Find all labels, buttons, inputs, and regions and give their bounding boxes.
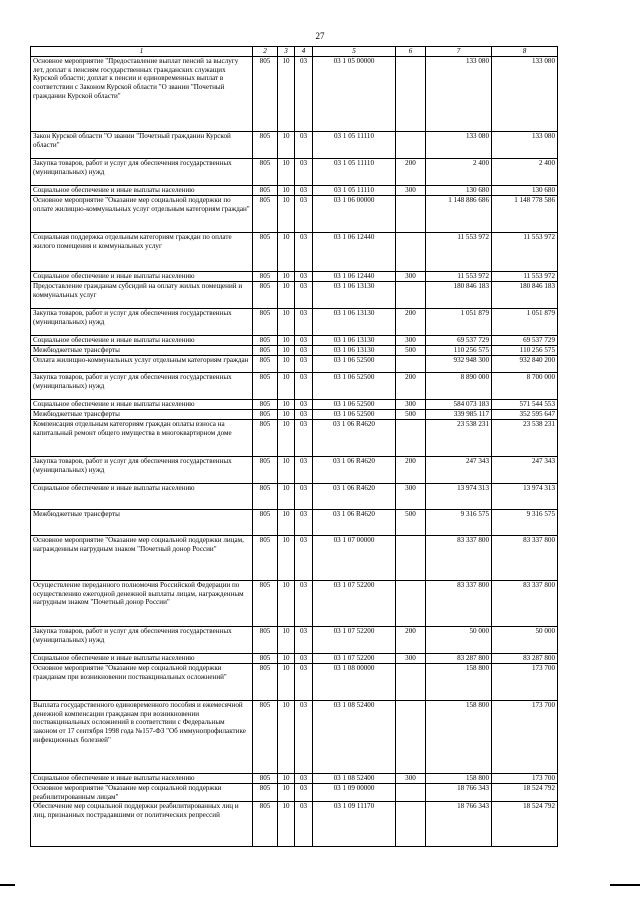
subsection-code-cell: 03: [295, 336, 313, 346]
expense-type-code-cell: [396, 784, 426, 802]
amount-year-1-cell: 584 073 183: [426, 400, 492, 410]
section-code-cell: 10: [278, 701, 295, 774]
section-code-cell: 10: [278, 784, 295, 802]
item-name-cell: Оплата жилищно-коммунальных услуг отдельным категориям граждан: [31, 356, 253, 373]
item-name-cell: Закупка товаров, работ и услуг для обеспечения государственных (муниципальных) нужд: [31, 309, 253, 336]
ved-code-cell: 805: [253, 536, 278, 581]
subsection-code-cell: 03: [295, 774, 313, 784]
section-code-cell: 10: [278, 774, 295, 784]
ved-code-cell: 805: [253, 581, 278, 627]
header-cell: 6: [396, 47, 426, 57]
subsection-code-cell: 03: [295, 196, 313, 233]
section-code-cell: 10: [278, 510, 295, 536]
target-article-code-cell: 03 1 06 13130: [313, 346, 396, 356]
item-name-cell: Социальное обеспечение и иные выплаты населению: [31, 484, 253, 510]
subsection-code-cell: 03: [295, 356, 313, 373]
section-code-cell: 10: [278, 309, 295, 336]
item-name-cell: Социальное обеспечение и иные выплаты населению: [31, 186, 253, 196]
amount-year-2-cell: 83 337 800: [492, 536, 558, 581]
table-row: [31, 196, 558, 233]
amount-year-1-cell: 83 337 800: [426, 536, 492, 581]
item-name-cell: Социальное обеспечение и иные выплаты населению: [31, 774, 253, 784]
item-name-cell: Выплата государственного единовременного пособия и ежемесячной денежной компенсации гражданам при возникновении поствакцинальных осложнений в соответствии с Федеральным законом от 17 сентября 1998 года №157-ФЗ "Об иммунопрофилактике инфекционных болезней": [31, 701, 253, 774]
table-row: [31, 701, 558, 774]
expense-type-code-cell: 200: [396, 309, 426, 336]
subsection-code-cell: 03: [295, 57, 313, 132]
header-cell: 3: [278, 47, 295, 57]
target-article-code-cell: 03 1 06 52500: [313, 356, 396, 373]
amount-year-1-cell: 1 051 879: [426, 309, 492, 336]
item-name-cell: Основное мероприятие "Оказание мер социальной поддержки по оплате жилищно-коммунальных услуг отдельным категориям граждан": [31, 196, 253, 233]
budget-table: [30, 46, 558, 847]
amount-year-2-cell: 1 148 778 586: [492, 196, 558, 233]
ved-code-cell: 805: [253, 784, 278, 802]
subsection-code-cell: 03: [295, 132, 313, 159]
table-row: [31, 802, 558, 847]
ved-code-cell: 805: [253, 410, 278, 420]
section-code-cell: 10: [278, 536, 295, 581]
amount-year-2-cell: 83 287 800: [492, 654, 558, 664]
section-code-cell: 10: [278, 356, 295, 373]
table-row: [31, 581, 558, 627]
item-name-cell: Обеспечение мер социальной поддержки реабилитированных лиц и лиц, признанных пострадавшими от политических репрессий: [31, 802, 253, 847]
amount-year-2-cell: 110 256 575: [492, 346, 558, 356]
item-name-cell: Закон Курской области "О звании "Почетный гражданин Курской области": [31, 132, 253, 159]
header-cell: 5: [313, 47, 396, 57]
subsection-code-cell: 03: [295, 400, 313, 410]
amount-year-2-cell: 173 700: [492, 701, 558, 774]
section-code-cell: 10: [278, 272, 295, 282]
section-code-cell: 10: [278, 627, 295, 654]
target-article-code-cell: 03 1 06 13130: [313, 309, 396, 336]
amount-year-2-cell: 69 537 729: [492, 336, 558, 346]
ved-code-cell: 805: [253, 346, 278, 356]
expense-type-code-cell: 300: [396, 400, 426, 410]
amount-year-2-cell: 133 080: [492, 57, 558, 132]
ved-code-cell: 805: [253, 282, 278, 309]
target-article-code-cell: 03 1 06 R4620: [313, 510, 396, 536]
ved-code-cell: 805: [253, 186, 278, 196]
page-edge-mark: [610, 884, 640, 886]
amount-year-1-cell: 18 766 343: [426, 784, 492, 802]
item-name-cell: Социальное обеспечение и иные выплаты населению: [31, 336, 253, 346]
ved-code-cell: 805: [253, 356, 278, 373]
ved-code-cell: 805: [253, 627, 278, 654]
target-article-code-cell: 03 1 05 11110: [313, 186, 396, 196]
target-article-code-cell: 03 1 05 11110: [313, 159, 396, 186]
item-name-cell: Межбюджетные трансферты: [31, 510, 253, 536]
expense-type-code-cell: 500: [396, 510, 426, 536]
item-name-cell: Межбюджетные трансферты: [31, 410, 253, 420]
section-code-cell: 10: [278, 420, 295, 457]
ved-code-cell: 805: [253, 484, 278, 510]
amount-year-1-cell: 339 985 117: [426, 410, 492, 420]
subsection-code-cell: 03: [295, 457, 313, 484]
amount-year-2-cell: 352 595 647: [492, 410, 558, 420]
expense-type-code-cell: 300: [396, 484, 426, 510]
ved-code-cell: 805: [253, 400, 278, 410]
subsection-code-cell: 03: [295, 484, 313, 510]
expense-type-code-cell: [396, 664, 426, 701]
target-article-code-cell: 03 1 09 11170: [313, 802, 396, 847]
section-code-cell: 10: [278, 159, 295, 186]
table-row: [31, 57, 558, 132]
table-row: [31, 336, 558, 346]
table-row: [31, 233, 558, 272]
ved-code-cell: 805: [253, 57, 278, 132]
expense-type-code-cell: [396, 701, 426, 774]
table-row: [31, 536, 558, 581]
subsection-code-cell: 03: [295, 701, 313, 774]
amount-year-2-cell: 13 974 313: [492, 484, 558, 510]
expense-type-code-cell: 300: [396, 654, 426, 664]
expense-type-code-cell: 500: [396, 410, 426, 420]
subsection-code-cell: 03: [295, 581, 313, 627]
expense-type-code-cell: [396, 282, 426, 309]
header-row: [31, 47, 558, 57]
target-article-code-cell: 03 1 06 R4620: [313, 420, 396, 457]
target-article-code-cell: 03 1 06 R4620: [313, 457, 396, 484]
table-row: [31, 282, 558, 309]
section-code-cell: 10: [278, 373, 295, 400]
target-article-code-cell: 03 1 08 52400: [313, 774, 396, 784]
amount-year-2-cell: 1 051 879: [492, 309, 558, 336]
expense-type-code-cell: 300: [396, 186, 426, 196]
amount-year-1-cell: 133 080: [426, 132, 492, 159]
ved-code-cell: 805: [253, 132, 278, 159]
subsection-code-cell: 03: [295, 802, 313, 847]
amount-year-2-cell: 18 524 792: [492, 784, 558, 802]
amount-year-1-cell: 133 080: [426, 57, 492, 132]
target-article-code-cell: 03 1 05 00000: [313, 57, 396, 132]
amount-year-1-cell: 158 800: [426, 774, 492, 784]
table-row: [31, 356, 558, 373]
expense-type-code-cell: 500: [396, 346, 426, 356]
item-name-cell: Межбюджетные трансферты: [31, 346, 253, 356]
item-name-cell: Социальное обеспечение и иные выплаты населению: [31, 654, 253, 664]
expense-type-code-cell: 200: [396, 457, 426, 484]
expense-type-code-cell: [396, 196, 426, 233]
subsection-code-cell: 03: [295, 159, 313, 186]
ved-code-cell: 805: [253, 233, 278, 272]
expense-type-code-cell: 300: [396, 336, 426, 346]
expense-type-code-cell: 300: [396, 272, 426, 282]
subsection-code-cell: 03: [295, 410, 313, 420]
expense-type-code-cell: [396, 802, 426, 847]
expense-type-code-cell: 200: [396, 627, 426, 654]
table-row: [31, 420, 558, 457]
ved-code-cell: 805: [253, 309, 278, 336]
target-article-code-cell: 03 1 06 12440: [313, 272, 396, 282]
section-code-cell: 10: [278, 664, 295, 701]
amount-year-2-cell: 11 553 972: [492, 233, 558, 272]
amount-year-2-cell: 571 544 553: [492, 400, 558, 410]
section-code-cell: 10: [278, 196, 295, 233]
amount-year-1-cell: 932 948 300: [426, 356, 492, 373]
section-code-cell: 10: [278, 484, 295, 510]
amount-year-2-cell: 173 700: [492, 664, 558, 701]
expense-type-code-cell: [396, 356, 426, 373]
target-article-code-cell: 03 1 06 12440: [313, 233, 396, 272]
item-name-cell: Основное мероприятие "Оказание мер социальной поддержки реабилитированным лицам": [31, 784, 253, 802]
ved-code-cell: 805: [253, 701, 278, 774]
page-number: 27: [315, 31, 325, 41]
target-article-code-cell: 03 1 07 52200: [313, 581, 396, 627]
ved-code-cell: 805: [253, 510, 278, 536]
expense-type-code-cell: [396, 57, 426, 132]
amount-year-1-cell: 23 538 231: [426, 420, 492, 457]
expense-type-code-cell: 300: [396, 774, 426, 784]
table-row: [31, 373, 558, 400]
amount-year-1-cell: 2 400: [426, 159, 492, 186]
subsection-code-cell: 03: [295, 627, 313, 654]
amount-year-2-cell: 83 337 800: [492, 581, 558, 627]
amount-year-1-cell: 83 287 800: [426, 654, 492, 664]
expense-type-code-cell: 200: [396, 373, 426, 400]
section-code-cell: 10: [278, 581, 295, 627]
item-name-cell: Закупка товаров, работ и услуг для обеспечения государственных (муниципальных) нужд: [31, 457, 253, 484]
ved-code-cell: 805: [253, 159, 278, 186]
section-code-cell: 10: [278, 654, 295, 664]
table-row: [31, 400, 558, 410]
section-code-cell: 10: [278, 336, 295, 346]
table-row: [31, 457, 558, 484]
amount-year-2-cell: 23 538 231: [492, 420, 558, 457]
ved-code-cell: 805: [253, 654, 278, 664]
target-article-code-cell: 03 1 09 00000: [313, 784, 396, 802]
header-cell: 8: [492, 47, 558, 57]
target-article-code-cell: 03 1 07 52200: [313, 627, 396, 654]
item-name-cell: Осуществление переданного полномочия Российской Федерации по осуществлению ежегодной денежной выплаты лицам, награжденным нагрудным знаком "Почетный донор России": [31, 581, 253, 627]
item-name-cell: Закупка товаров, работ и услуг для обеспечения государственных (муниципальных) нужд: [31, 159, 253, 186]
amount-year-2-cell: 133 080: [492, 132, 558, 159]
subsection-code-cell: 03: [295, 309, 313, 336]
target-article-code-cell: 03 1 07 00000: [313, 536, 396, 581]
amount-year-1-cell: 8 890 000: [426, 373, 492, 400]
target-article-code-cell: 03 1 06 00000: [313, 196, 396, 233]
subsection-code-cell: 03: [295, 784, 313, 802]
table-row: [31, 159, 558, 186]
target-article-code-cell: 03 1 06 13130: [313, 282, 396, 309]
ved-code-cell: 805: [253, 272, 278, 282]
table-row: [31, 774, 558, 784]
amount-year-2-cell: 247 343: [492, 457, 558, 484]
item-name-cell: Социальное обеспечение и иные выплаты населению: [31, 400, 253, 410]
header-cell: 1: [31, 47, 253, 57]
table-row: [31, 186, 558, 196]
amount-year-2-cell: 11 553 972: [492, 272, 558, 282]
amount-year-1-cell: 11 553 972: [426, 272, 492, 282]
section-code-cell: 10: [278, 57, 295, 132]
target-article-code-cell: 03 1 05 11110: [313, 132, 396, 159]
target-article-code-cell: 03 1 06 13130: [313, 336, 396, 346]
subsection-code-cell: 03: [295, 420, 313, 457]
section-code-cell: 10: [278, 282, 295, 309]
section-code-cell: 10: [278, 346, 295, 356]
amount-year-1-cell: 18 766 343: [426, 802, 492, 847]
amount-year-2-cell: 18 524 792: [492, 802, 558, 847]
expense-type-code-cell: [396, 581, 426, 627]
item-name-cell: Основное мероприятие "Оказание мер социальной поддержки гражданам при возникновении поствакцинальных осложнений": [31, 664, 253, 701]
item-name-cell: Закупка товаров, работ и услуг для обеспечения государственных (муниципальных) нужд: [31, 373, 253, 400]
subsection-code-cell: 03: [295, 510, 313, 536]
expense-type-code-cell: [396, 536, 426, 581]
ved-code-cell: 805: [253, 196, 278, 233]
section-code-cell: 10: [278, 132, 295, 159]
expense-type-code-cell: 200: [396, 159, 426, 186]
ved-code-cell: 805: [253, 420, 278, 457]
section-code-cell: 10: [278, 400, 295, 410]
target-article-code-cell: 03 1 08 00000: [313, 664, 396, 701]
ved-code-cell: 805: [253, 802, 278, 847]
amount-year-2-cell: 932 840 200: [492, 356, 558, 373]
table-row: [31, 784, 558, 802]
item-name-cell: Социальное обеспечение и иные выплаты населению: [31, 272, 253, 282]
subsection-code-cell: 03: [295, 664, 313, 701]
amount-year-1-cell: 158 800: [426, 664, 492, 701]
header-cell: 2: [253, 47, 278, 57]
table-row: [31, 510, 558, 536]
table-row: [31, 654, 558, 664]
amount-year-2-cell: 173 700: [492, 774, 558, 784]
subsection-code-cell: 03: [295, 186, 313, 196]
table-row: [31, 132, 558, 159]
subsection-code-cell: 03: [295, 272, 313, 282]
section-code-cell: 10: [278, 233, 295, 272]
section-code-cell: 10: [278, 410, 295, 420]
subsection-code-cell: 03: [295, 233, 313, 272]
table-row: [31, 346, 558, 356]
target-article-code-cell: 03 1 06 52500: [313, 410, 396, 420]
amount-year-1-cell: 13 974 313: [426, 484, 492, 510]
amount-year-2-cell: 9 316 575: [492, 510, 558, 536]
amount-year-2-cell: 2 400: [492, 159, 558, 186]
table-row: [31, 484, 558, 510]
subsection-code-cell: 03: [295, 282, 313, 309]
amount-year-1-cell: 50 000: [426, 627, 492, 654]
target-article-code-cell: 03 1 08 52400: [313, 701, 396, 774]
table-row: [31, 309, 558, 336]
header-cell: 7: [426, 47, 492, 57]
item-name-cell: Основное мероприятие "Предоставление выплат пенсий за выслугу лет, доплат к пенсиям государственных гражданских служащих Курской области; доплат к пенсии и единовременных выплат в соответствии с Законом Курской области "О звании "Почетный гражданин Курской области": [31, 57, 253, 132]
subsection-code-cell: 03: [295, 654, 313, 664]
table-row: [31, 272, 558, 282]
item-name-cell: Социальная поддержка отдельным категориям граждан по оплате жилого помещения и коммунальных услуг: [31, 233, 253, 272]
table-row: [31, 410, 558, 420]
amount-year-1-cell: 1 148 886 686: [426, 196, 492, 233]
amount-year-1-cell: 180 846 183: [426, 282, 492, 309]
amount-year-2-cell: 8 700 000: [492, 373, 558, 400]
amount-year-1-cell: 9 316 575: [426, 510, 492, 536]
subsection-code-cell: 03: [295, 536, 313, 581]
section-code-cell: 10: [278, 457, 295, 484]
subsection-code-cell: 03: [295, 346, 313, 356]
ved-code-cell: 805: [253, 774, 278, 784]
amount-year-1-cell: 83 337 800: [426, 581, 492, 627]
target-article-code-cell: 03 1 06 52500: [313, 400, 396, 410]
amount-year-1-cell: 69 537 729: [426, 336, 492, 346]
amount-year-1-cell: 247 343: [426, 457, 492, 484]
ved-code-cell: 805: [253, 373, 278, 400]
expense-type-code-cell: [396, 132, 426, 159]
header-cell: 4: [295, 47, 313, 57]
item-name-cell: Предоставление гражданам субсидий на оплату жилых помещений и коммунальных услуг: [31, 282, 253, 309]
item-name-cell: Компенсация отдельным категориям граждан оплаты взноса на капитальный ремонт общего имущества в многоквартирном доме: [31, 420, 253, 457]
amount-year-2-cell: 50 000: [492, 627, 558, 654]
amount-year-2-cell: 130 680: [492, 186, 558, 196]
amount-year-1-cell: 110 256 575: [426, 346, 492, 356]
table-row: [31, 664, 558, 701]
ved-code-cell: 805: [253, 664, 278, 701]
amount-year-1-cell: 11 553 972: [426, 233, 492, 272]
amount-year-1-cell: 158 800: [426, 701, 492, 774]
expense-type-code-cell: [396, 420, 426, 457]
amount-year-2-cell: 180 846 183: [492, 282, 558, 309]
amount-year-1-cell: 130 680: [426, 186, 492, 196]
target-article-code-cell: 03 1 06 52500: [313, 373, 396, 400]
ved-code-cell: 805: [253, 336, 278, 346]
item-name-cell: Основное мероприятие "Оказание мер социальной поддержки лицам, награжденным нагрудным знаком "Почетный донор России": [31, 536, 253, 581]
target-article-code-cell: 03 1 06 R4620: [313, 484, 396, 510]
table-row: [31, 627, 558, 654]
section-code-cell: 10: [278, 186, 295, 196]
expense-type-code-cell: [396, 233, 426, 272]
target-article-code-cell: 03 1 07 52200: [313, 654, 396, 664]
section-code-cell: 10: [278, 802, 295, 847]
item-name-cell: Закупка товаров, работ и услуг для обеспечения государственных (муниципальных) нужд: [31, 627, 253, 654]
page-edge-mark: [0, 884, 15, 886]
subsection-code-cell: 03: [295, 373, 313, 400]
ved-code-cell: 805: [253, 457, 278, 484]
